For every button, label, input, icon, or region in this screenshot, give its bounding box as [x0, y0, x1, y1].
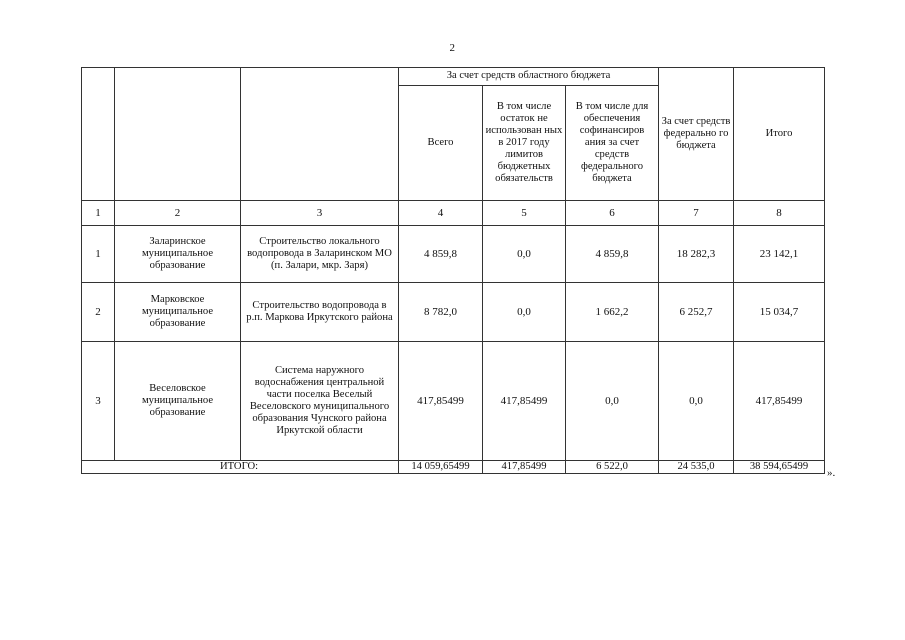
unused-remainder-value: 0,0	[483, 283, 566, 342]
row-number: 3	[82, 342, 115, 461]
total-label: ИТОГО:	[82, 461, 399, 474]
regional-total-value: 4 859,8	[399, 226, 483, 283]
cofinancing-value: 4 859,8	[566, 226, 659, 283]
unused-remainder-value: 417,85499	[483, 342, 566, 461]
header-number-cell	[82, 68, 115, 201]
total-value: 15 034,7	[734, 283, 825, 342]
row-number: 1	[82, 226, 115, 283]
header-municipality-cell	[115, 68, 241, 201]
federal-value: 18 282,3	[659, 226, 734, 283]
municipality-name: Веселовское муниципальное образование	[115, 342, 241, 461]
grand-total-value: 38 594,65499	[734, 461, 825, 474]
total-cofinancing-value: 6 522,0	[566, 461, 659, 474]
header-regional-budget-group: За счет средств областного бюджета	[399, 68, 659, 86]
column-number: 6	[566, 201, 659, 226]
object-name: Строительство водопровода в р.п. Маркова Иркутского района	[241, 283, 399, 342]
federal-value: 6 252,7	[659, 283, 734, 342]
column-number: 3	[241, 201, 399, 226]
column-number: 1	[82, 201, 115, 226]
header-unused-remainder: В том числе остаток не использован ных в 2017 году лимитов бюджетных обязательств	[483, 86, 566, 201]
header-regional-total: Всего	[399, 86, 483, 201]
column-number-row	[82, 201, 825, 226]
budget-allocation-table	[81, 67, 825, 474]
header-federal-budget: За счет средств федерально го бюджета	[659, 68, 734, 201]
object-name: Система наружного водоснабжения центральной части поселка Веселый Веселовского муниципального образования Чунского района Иркутской области	[241, 342, 399, 461]
object-name: Строительство локального водопровода в Заларинском МО (п. Залари, мкр. Заря)	[241, 226, 399, 283]
row-number: 2	[82, 283, 115, 342]
regional-total-value: 8 782,0	[399, 283, 483, 342]
municipality-name: Заларинское муниципальное образование	[115, 226, 241, 283]
table-row	[82, 283, 825, 342]
header-cofinancing: В том числе для обеспечения софинансиров ания за счет средств федерального бюджета	[566, 86, 659, 201]
total-value: 23 142,1	[734, 226, 825, 283]
regional-total-value: 417,85499	[399, 342, 483, 461]
cofinancing-value: 1 662,2	[566, 283, 659, 342]
column-number: 2	[115, 201, 241, 226]
table-row	[82, 226, 825, 283]
unused-remainder-value: 0,0	[483, 226, 566, 283]
header-row-1	[82, 68, 825, 86]
column-number: 4	[399, 201, 483, 226]
header-grand-total: Итого	[734, 68, 825, 201]
federal-value: 0,0	[659, 342, 734, 461]
closing-quote-mark: ».	[827, 467, 836, 479]
total-row	[82, 461, 825, 474]
total-unused-remainder-value: 417,85499	[483, 461, 566, 474]
column-number: 8	[734, 201, 825, 226]
total-federal-value: 24 535,0	[659, 461, 734, 474]
column-number: 5	[483, 201, 566, 226]
total-value: 417,85499	[734, 342, 825, 461]
header-object-cell	[241, 68, 399, 201]
page-number: 2	[449, 42, 456, 54]
table-row	[82, 342, 825, 461]
municipality-name: Марковское муниципальное образование	[115, 283, 241, 342]
total-regional-value: 14 059,65499	[399, 461, 483, 474]
cofinancing-value: 0,0	[566, 342, 659, 461]
column-number: 7	[659, 201, 734, 226]
